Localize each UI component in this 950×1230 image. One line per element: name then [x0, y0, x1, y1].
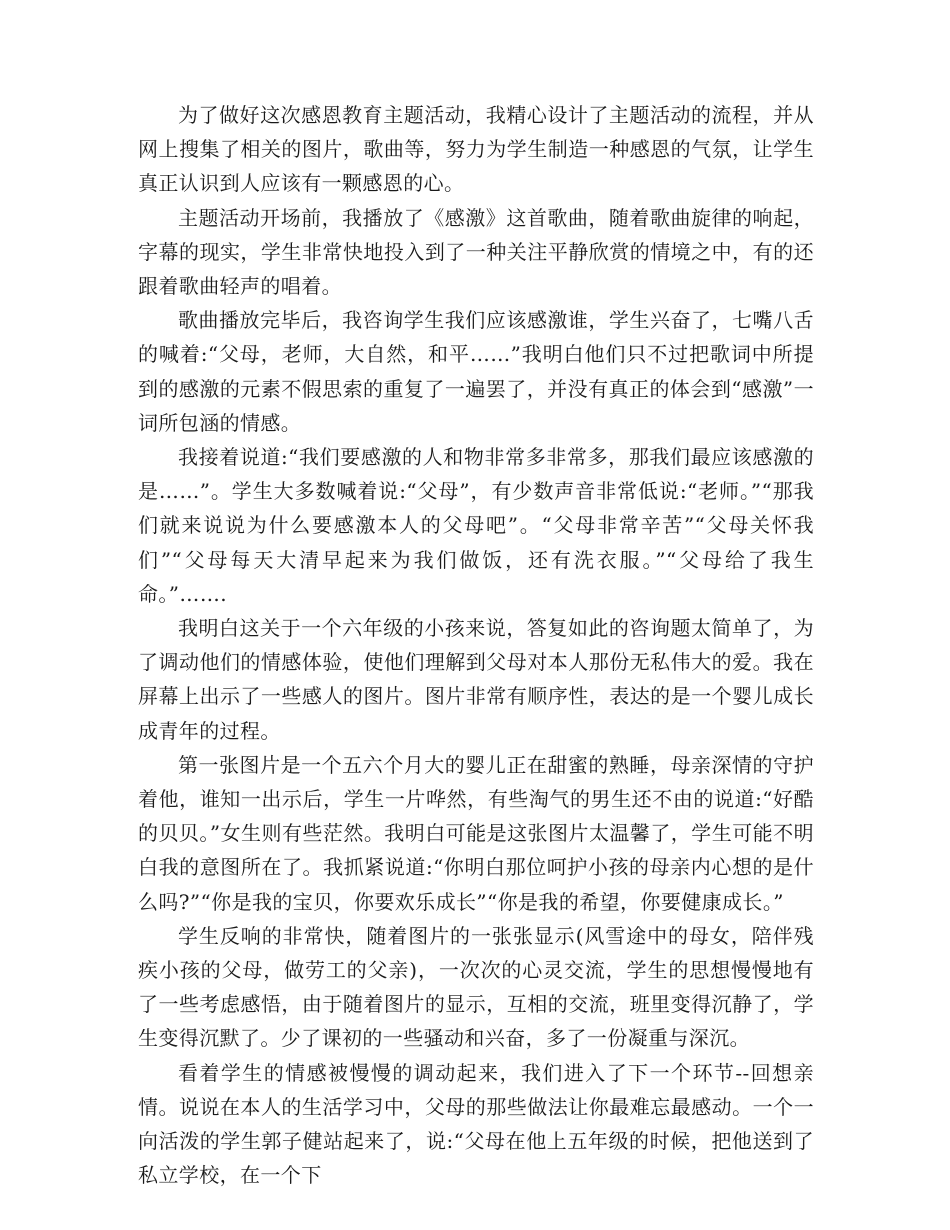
paragraph-4: 我接着说道:“我们要感激的人和物非常多非常多，那我们最应该感激的是……”。学生大多数喊着说:“父母”，有少数声音非常低说:“老师。”“那我们就来说说为什么要感激本人的父母吧”。“父母非常辛苦”“父母关怀我们”“父母每天大清早起来为我们做饭，还有洗衣服。”“父母给了我生命。”……. — [138, 445, 814, 606]
paragraph-6: 第一张图片是一个五六个月大的婴儿正在甜蜜的熟睡，母亲深情的守护着他，谁知一出示后，学生一片哗然，有些淘气的男生还不由的说道:“好酷的贝贝。”女生则有些茫然。我明白可能是这张图片太温馨了，学生可能不明白我的意图所在了。我抓紧说道:“你明白那位呵护小孩的母亲内心想的是什么吗?”“你是我的宝贝，你要欢乐成长”“你是我的希望，你要健康成长。” — [138, 752, 814, 914]
paragraph-2: 主题活动开场前，我播放了《感激》这首歌曲，随着歌曲旋律的响起，字幕的现实，学生非常快地投入到了一种关注平静欣赏的情境之中，有的还跟着歌曲轻声的唱着。 — [138, 205, 814, 299]
paragraph-1: 为了做好这次感恩教育主题活动，我精心设计了主题活动的流程，并从网上搜集了相关的图片，歌曲等，努力为学生制造一种感恩的气氛，让学生真正认识到人应该有一颗感恩的心。 — [138, 103, 814, 196]
paragraph-5: 我明白这关于一个六年级的小孩来说，答复如此的咨询题太简单了，为了调动他们的情感体验，使他们理解到父母对本人那份无私伟大的爱。我在屏幕上出示了一些感人的图片。图片非常有顺序性，表达的是一个婴儿成长成青年的过程。 — [138, 616, 814, 743]
paragraph-3: 歌曲播放完毕后，我咨询学生我们应该感激谁，学生兴奋了，七嘴八舌的喊着:“父母，老师，大自然，和平……”我明白他们只不过把歌词中所提到的感激的元素不假思索的重复了一遍罢了，并没有真正的体会到“感激”一词所包涵的情感。 — [138, 308, 814, 435]
document-body — [138, 98, 814, 1193]
paragraph-8: 看着学生的情感被慢慢的调动起来，我们进入了下一个环节--回想亲情。说说在本人的生活学习中，父母的那些做法让你最难忘最感动。一个一向活泼的学生郭子健站起来了，说:“父母在他上五年级的时候，把他送到了私立学校，在一个下 — [138, 1060, 814, 1188]
paragraph-7: 学生反响的非常快，随着图片的一张张显示(风雪途中的母女，陪伴残疾小孩的父母，做劳工的父亲)，一次次的心灵交流，学生的思想慢慢地有了一些考虑感悟，由于随着图片的显示，互相的交流，班里变得沉静了，学生变得沉默了。少了课初的一些骚动和兴奋，多了一份凝重与深沉。 — [138, 923, 814, 1051]
